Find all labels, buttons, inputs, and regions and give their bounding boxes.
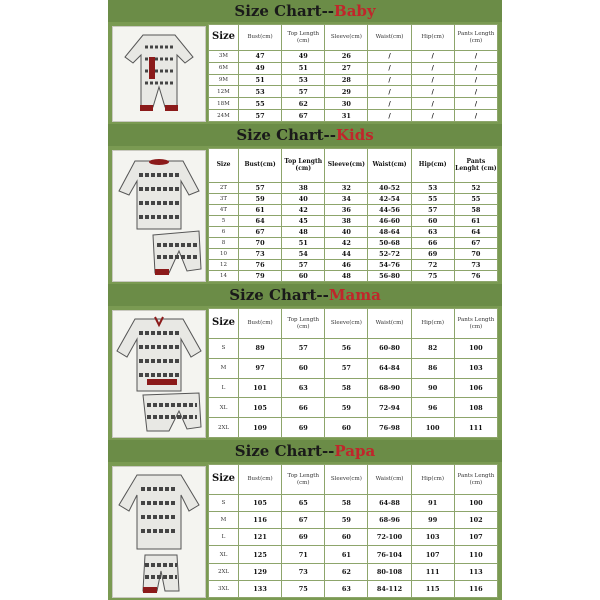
section-title: Size Chart--Baby bbox=[108, 0, 502, 22]
size-column-header: Size bbox=[209, 309, 239, 339]
column-header: Sleeve(cm) bbox=[325, 309, 368, 339]
table-row bbox=[209, 216, 498, 227]
column-header: Sleeve(cm) bbox=[325, 25, 368, 51]
value-cell: 96 bbox=[411, 398, 454, 418]
table-row bbox=[209, 339, 498, 359]
value-cell: 63 bbox=[282, 378, 325, 398]
table-row bbox=[209, 249, 498, 260]
size-cell: 5 bbox=[209, 216, 239, 227]
value-cell: 60 bbox=[325, 418, 368, 438]
papa-pajama-image bbox=[112, 466, 206, 598]
value-cell: / bbox=[368, 86, 411, 98]
column-header: Bust(cm) bbox=[239, 465, 282, 495]
value-cell: 59 bbox=[325, 512, 368, 529]
value-cell: 46 bbox=[325, 260, 368, 271]
value-cell: 57 bbox=[411, 205, 454, 216]
section-title: Size Chart--Mama bbox=[108, 284, 502, 306]
value-cell: 45 bbox=[282, 216, 325, 227]
value-cell: 44-56 bbox=[368, 205, 411, 216]
table-row bbox=[209, 378, 498, 398]
size-cell: 2XL bbox=[209, 418, 239, 438]
value-cell: 51 bbox=[282, 238, 325, 249]
value-cell: 54 bbox=[282, 249, 325, 260]
value-cell: 44 bbox=[325, 249, 368, 260]
size-cell: 4T bbox=[209, 205, 239, 216]
value-cell: 97 bbox=[239, 358, 282, 378]
value-cell: / bbox=[454, 98, 497, 110]
value-cell: 57 bbox=[239, 110, 282, 122]
value-cell: 76-104 bbox=[368, 546, 411, 563]
value-cell: 113 bbox=[454, 563, 497, 580]
value-cell: 108 bbox=[454, 398, 497, 418]
value-cell: 89 bbox=[239, 339, 282, 359]
column-header: Waist(cm) bbox=[368, 25, 411, 51]
value-cell: 48-64 bbox=[368, 227, 411, 238]
papa-pajama-illustration bbox=[113, 467, 205, 597]
value-cell: 107 bbox=[411, 546, 454, 563]
size-cell: 18M bbox=[209, 98, 239, 110]
table-row bbox=[209, 495, 498, 512]
table-row bbox=[209, 398, 498, 418]
value-cell: 105 bbox=[239, 495, 282, 512]
value-cell: 42 bbox=[282, 205, 325, 216]
value-cell: 63 bbox=[411, 227, 454, 238]
size-cell: L bbox=[209, 378, 239, 398]
value-cell: 51 bbox=[239, 74, 282, 86]
size-cell: 10 bbox=[209, 249, 239, 260]
column-header: Hip(cm) bbox=[411, 465, 454, 495]
value-cell: 57 bbox=[282, 86, 325, 98]
section-title: Size Chart--Kids bbox=[108, 124, 502, 146]
size-chart-page bbox=[108, 0, 502, 600]
value-cell: 58 bbox=[325, 495, 368, 512]
value-cell: / bbox=[454, 86, 497, 98]
size-table-papa bbox=[208, 464, 498, 598]
value-cell: 53 bbox=[411, 183, 454, 194]
value-cell: 107 bbox=[454, 529, 497, 546]
value-cell: 121 bbox=[239, 529, 282, 546]
size-cell: XL bbox=[209, 546, 239, 563]
table-row bbox=[209, 194, 498, 205]
value-cell: 76 bbox=[454, 271, 497, 282]
column-header: Sleeve(cm) bbox=[325, 465, 368, 495]
table-row bbox=[209, 260, 498, 271]
value-cell: 76-98 bbox=[368, 418, 411, 438]
value-cell: 90 bbox=[411, 378, 454, 398]
value-cell: 60 bbox=[325, 529, 368, 546]
value-cell: 40 bbox=[282, 194, 325, 205]
size-cell: S bbox=[209, 339, 239, 359]
value-cell: 49 bbox=[282, 51, 325, 63]
value-cell: 65 bbox=[282, 495, 325, 512]
value-cell: 109 bbox=[239, 418, 282, 438]
column-header: Pants Length (cm) bbox=[454, 465, 497, 495]
table-row bbox=[209, 238, 498, 249]
table-row bbox=[209, 563, 498, 580]
table-row bbox=[209, 110, 498, 122]
size-cell: 12M bbox=[209, 86, 239, 98]
value-cell: 32 bbox=[325, 183, 368, 194]
size-cell: 6M bbox=[209, 62, 239, 74]
size-cell: 14 bbox=[209, 271, 239, 282]
value-cell: 52 bbox=[454, 183, 497, 194]
column-header: Top Length (cm) bbox=[282, 465, 325, 495]
column-header: Top Length (cm) bbox=[282, 149, 325, 183]
value-cell: 111 bbox=[454, 418, 497, 438]
value-cell: 72 bbox=[411, 260, 454, 271]
table-row bbox=[209, 205, 498, 216]
value-cell: 69 bbox=[411, 249, 454, 260]
size-cell: 2T bbox=[209, 183, 239, 194]
value-cell: 54-76 bbox=[368, 260, 411, 271]
table-row bbox=[209, 183, 498, 194]
value-cell: 99 bbox=[411, 512, 454, 529]
value-cell: / bbox=[454, 62, 497, 74]
value-cell: 58 bbox=[454, 205, 497, 216]
value-cell: 73 bbox=[239, 249, 282, 260]
section-kids bbox=[108, 124, 502, 284]
value-cell: / bbox=[411, 98, 454, 110]
value-cell: 70 bbox=[239, 238, 282, 249]
value-cell: 57 bbox=[325, 358, 368, 378]
value-cell: 61 bbox=[239, 205, 282, 216]
baby-romper-image bbox=[112, 26, 206, 122]
size-cell: M bbox=[209, 358, 239, 378]
value-cell: / bbox=[411, 74, 454, 86]
value-cell: 55 bbox=[239, 98, 282, 110]
table-row bbox=[209, 98, 498, 110]
value-cell: 106 bbox=[454, 378, 497, 398]
value-cell: 72-100 bbox=[368, 529, 411, 546]
value-cell: 71 bbox=[282, 546, 325, 563]
value-cell: 60 bbox=[282, 271, 325, 282]
value-cell: 59 bbox=[325, 398, 368, 418]
size-cell: 12 bbox=[209, 260, 239, 271]
table-row bbox=[209, 74, 498, 86]
table-row bbox=[209, 580, 498, 597]
value-cell: 57 bbox=[239, 183, 282, 194]
value-cell: 47 bbox=[239, 51, 282, 63]
size-table-baby bbox=[208, 24, 498, 122]
value-cell: 129 bbox=[239, 563, 282, 580]
value-cell: 40-52 bbox=[368, 183, 411, 194]
table-row bbox=[209, 512, 498, 529]
value-cell: 69 bbox=[282, 529, 325, 546]
section-baby bbox=[108, 0, 502, 124]
value-cell: 76 bbox=[239, 260, 282, 271]
value-cell: 103 bbox=[411, 529, 454, 546]
value-cell: 67 bbox=[282, 512, 325, 529]
column-header: Pants Lenght (cm) bbox=[454, 149, 497, 183]
value-cell: 116 bbox=[454, 580, 497, 597]
section-papa bbox=[108, 440, 502, 600]
value-cell: 66 bbox=[411, 238, 454, 249]
value-cell: 60 bbox=[411, 216, 454, 227]
value-cell: 100 bbox=[454, 495, 497, 512]
size-column-header: Size bbox=[209, 149, 239, 183]
value-cell: / bbox=[368, 51, 411, 63]
value-cell: 53 bbox=[239, 86, 282, 98]
value-cell: 111 bbox=[411, 563, 454, 580]
size-cell: 8 bbox=[209, 238, 239, 249]
value-cell: 48 bbox=[325, 271, 368, 282]
romper-illustration bbox=[113, 27, 205, 121]
size-column-header: Size bbox=[209, 25, 239, 51]
table-header-row bbox=[209, 25, 498, 51]
value-cell: 26 bbox=[325, 51, 368, 63]
size-cell: S bbox=[209, 495, 239, 512]
value-cell: 31 bbox=[325, 110, 368, 122]
value-cell: 60-80 bbox=[368, 339, 411, 359]
value-cell: 73 bbox=[282, 563, 325, 580]
column-header: Hip(cm) bbox=[411, 25, 454, 51]
size-cell: 3XL bbox=[209, 580, 239, 597]
section-title: Size Chart--Papa bbox=[108, 440, 502, 462]
kids-pajama-illustration bbox=[113, 151, 205, 281]
table-row bbox=[209, 418, 498, 438]
value-cell: 51 bbox=[282, 62, 325, 74]
size-cell: L bbox=[209, 529, 239, 546]
value-cell: 57 bbox=[282, 339, 325, 359]
value-cell: 67 bbox=[282, 110, 325, 122]
value-cell: 103 bbox=[454, 358, 497, 378]
value-cell: 46-60 bbox=[368, 216, 411, 227]
value-cell: / bbox=[368, 110, 411, 122]
value-cell: 67 bbox=[239, 227, 282, 238]
value-cell: 61 bbox=[325, 546, 368, 563]
value-cell: 100 bbox=[411, 418, 454, 438]
table-row bbox=[209, 86, 498, 98]
value-cell: 73 bbox=[454, 260, 497, 271]
value-cell: 110 bbox=[454, 546, 497, 563]
value-cell: 63 bbox=[325, 580, 368, 597]
value-cell: 55 bbox=[411, 194, 454, 205]
kids-pajama-image bbox=[112, 150, 206, 282]
table-row bbox=[209, 62, 498, 74]
size-cell: 24M bbox=[209, 110, 239, 122]
table-row bbox=[209, 546, 498, 563]
value-cell: 105 bbox=[239, 398, 282, 418]
value-cell: / bbox=[368, 62, 411, 74]
column-header: Pants Length (cm) bbox=[454, 309, 497, 339]
value-cell: 38 bbox=[282, 183, 325, 194]
value-cell: 86 bbox=[411, 358, 454, 378]
column-header: Top Length (cm) bbox=[282, 25, 325, 51]
value-cell: 61 bbox=[454, 216, 497, 227]
value-cell: 50-68 bbox=[368, 238, 411, 249]
column-header: Waist(cm) bbox=[368, 309, 411, 339]
value-cell: 115 bbox=[411, 580, 454, 597]
value-cell: / bbox=[411, 86, 454, 98]
value-cell: 56 bbox=[325, 339, 368, 359]
value-cell: 48 bbox=[282, 227, 325, 238]
value-cell: 38 bbox=[325, 216, 368, 227]
value-cell: 75 bbox=[282, 580, 325, 597]
table-row bbox=[209, 227, 498, 238]
column-header: Hip(cm) bbox=[411, 309, 454, 339]
value-cell: 75 bbox=[411, 271, 454, 282]
value-cell: 28 bbox=[325, 74, 368, 86]
value-cell: 100 bbox=[454, 339, 497, 359]
value-cell: 82 bbox=[411, 339, 454, 359]
value-cell: 42 bbox=[325, 238, 368, 249]
value-cell: 72-94 bbox=[368, 398, 411, 418]
column-header: Sleeve(cm) bbox=[325, 149, 368, 183]
column-header: Bust(cm) bbox=[239, 309, 282, 339]
column-header: Top Length (cm) bbox=[282, 309, 325, 339]
value-cell: 49 bbox=[239, 62, 282, 74]
column-header: Bust(cm) bbox=[239, 149, 282, 183]
section-mama bbox=[108, 284, 502, 440]
value-cell: 133 bbox=[239, 580, 282, 597]
column-header: Waist(cm) bbox=[368, 149, 411, 183]
value-cell: 56-80 bbox=[368, 271, 411, 282]
size-cell: 3T bbox=[209, 194, 239, 205]
table-row bbox=[209, 271, 498, 282]
size-cell: 3M bbox=[209, 51, 239, 63]
mama-pajama-image bbox=[112, 310, 206, 438]
value-cell: 59 bbox=[239, 194, 282, 205]
value-cell: 53 bbox=[282, 74, 325, 86]
value-cell: 101 bbox=[239, 378, 282, 398]
value-cell: 64 bbox=[454, 227, 497, 238]
table-row bbox=[209, 358, 498, 378]
value-cell: 125 bbox=[239, 546, 282, 563]
size-cell: M bbox=[209, 512, 239, 529]
table-header-row bbox=[209, 309, 498, 339]
value-cell: / bbox=[454, 51, 497, 63]
value-cell: 116 bbox=[239, 512, 282, 529]
value-cell: 60 bbox=[282, 358, 325, 378]
value-cell: 80-108 bbox=[368, 563, 411, 580]
size-table-mama bbox=[208, 308, 498, 438]
value-cell: / bbox=[454, 110, 497, 122]
value-cell: 68-96 bbox=[368, 512, 411, 529]
value-cell: 66 bbox=[282, 398, 325, 418]
value-cell: 62 bbox=[325, 563, 368, 580]
value-cell: 57 bbox=[282, 260, 325, 271]
value-cell: 34 bbox=[325, 194, 368, 205]
value-cell: 62 bbox=[282, 98, 325, 110]
value-cell: 70 bbox=[454, 249, 497, 260]
value-cell: 52-72 bbox=[368, 249, 411, 260]
value-cell: / bbox=[454, 74, 497, 86]
value-cell: 102 bbox=[454, 512, 497, 529]
value-cell: 29 bbox=[325, 86, 368, 98]
value-cell: 64-84 bbox=[368, 358, 411, 378]
value-cell: 27 bbox=[325, 62, 368, 74]
value-cell: 40 bbox=[325, 227, 368, 238]
value-cell: 64 bbox=[239, 216, 282, 227]
mama-pajama-illustration bbox=[113, 311, 205, 437]
value-cell: / bbox=[411, 51, 454, 63]
value-cell: / bbox=[411, 62, 454, 74]
value-cell: / bbox=[411, 110, 454, 122]
table-row bbox=[209, 51, 498, 63]
table-header-row bbox=[209, 149, 498, 183]
size-column-header: Size bbox=[209, 465, 239, 495]
size-cell: 6 bbox=[209, 227, 239, 238]
size-cell: 2XL bbox=[209, 563, 239, 580]
value-cell: 84-112 bbox=[368, 580, 411, 597]
value-cell: 79 bbox=[239, 271, 282, 282]
value-cell: 55 bbox=[454, 194, 497, 205]
value-cell: 58 bbox=[325, 378, 368, 398]
value-cell: 91 bbox=[411, 495, 454, 512]
column-header: Waist(cm) bbox=[368, 465, 411, 495]
table-row bbox=[209, 529, 498, 546]
column-header: Pants Length (cm) bbox=[454, 25, 497, 51]
value-cell: 68-90 bbox=[368, 378, 411, 398]
size-cell: 9M bbox=[209, 74, 239, 86]
value-cell: 64-88 bbox=[368, 495, 411, 512]
column-header: Hip(cm) bbox=[411, 149, 454, 183]
size-cell: XL bbox=[209, 398, 239, 418]
value-cell: / bbox=[368, 74, 411, 86]
value-cell: 67 bbox=[454, 238, 497, 249]
column-header: Bust(cm) bbox=[239, 25, 282, 51]
value-cell: 42-54 bbox=[368, 194, 411, 205]
value-cell: / bbox=[368, 98, 411, 110]
value-cell: 30 bbox=[325, 98, 368, 110]
value-cell: 69 bbox=[282, 418, 325, 438]
value-cell: 36 bbox=[325, 205, 368, 216]
size-table-kids bbox=[208, 148, 498, 282]
table-header-row bbox=[209, 465, 498, 495]
